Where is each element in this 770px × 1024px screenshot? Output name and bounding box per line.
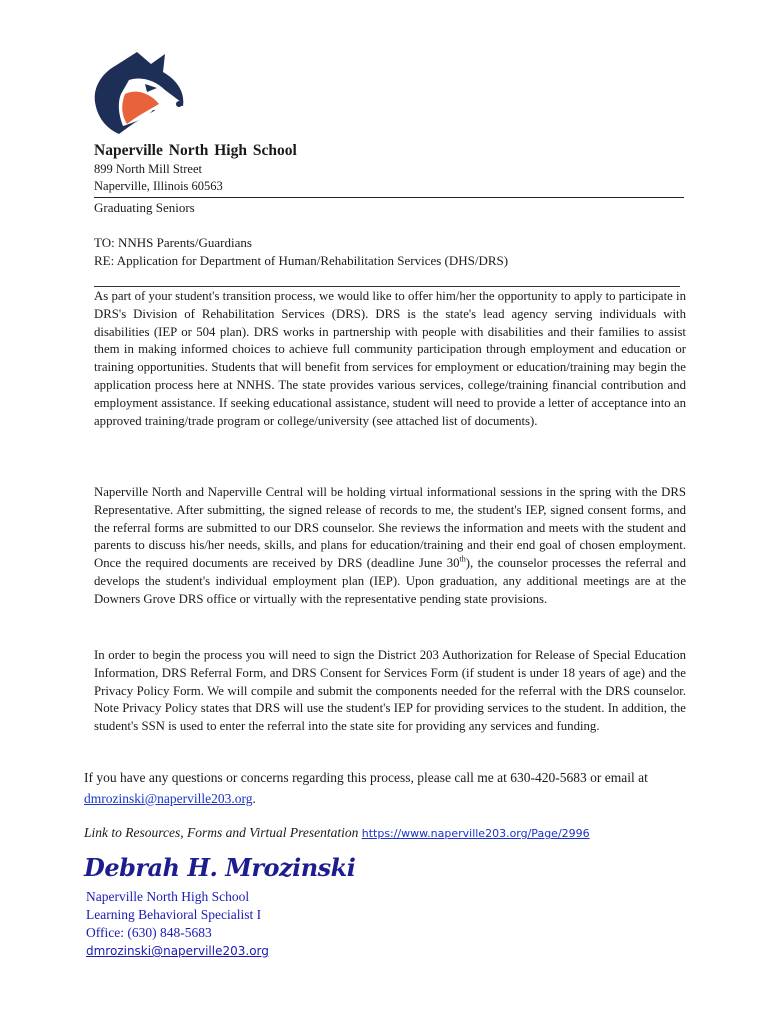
paragraph-3: In order to begin the process you will need to sign the District 203 Authorization for Release of Special Education Information, DRS Referral Form, and DRS Consent for Services Form (if student is under 18 years of age) and the Privacy Policy Form. We will compile and submit the components needed for the referral with the DRS counselor. Note Privacy Policy states that DRS will use the student's IEP for providing services to the student. In addition, the student's SSN is used to enter the referral into the state site for providing any services and funding. [94,648,686,734]
contact-period: . [252,790,256,806]
contact-email-link[interactable]: dmrozinski@naperville203.org [84,790,253,806]
husky-logo [93,50,189,136]
address-line-2: Naperville, Illinois 60563 [94,179,223,193]
signature-title: Learning Behavioral Specialist I [86,907,262,922]
contact-paragraph [84,768,684,809]
signature-block [86,888,269,960]
paragraph-2-part-2: ), the counselor processes the referral and develops the student's individual employment plan (IEP). Upon graduation, any additional meetings are at the Downers Grove DRS office or virtually with the representative pending state provisions. [94,556,686,606]
memo-divider [94,286,680,287]
paragraph-2-part-1: Naperville North and Naperville Central will be holding virtual informational sessions in the spring with the DRS Representative. After submitting, the signed release of records to me, the student's IEP, signed consent forms, and the referral forms are submitted to our DRS counselor. She reviews the information and meets with the student and parents to discuss his/her needs, skills, and plans for education/training and their end goal of chosen employment. Once the required documents are received by DRS (deadline June 30 [94,485,686,571]
to-line: TO: NNHS Parents/Guardians [94,235,252,250]
resources-link[interactable]: https://www.naperville203.org/Page/2996 [361,827,590,840]
date-superscript: th [459,554,466,564]
paragraph-1: As part of your student's transition process, we would like to offer him/her the opportunity to apply to participate in DRS's Division of Rehabilitation Services (DRS). DRS is the state's lead agency serving individuals with disabilities (IEP or 504 plan). DRS works in partnership with people with disabilities and their families to assist them in making informed choices to achieve full community participation through employment and education or training opportunities. Students that will benefit from services for employment or education/training may begin the application process here at NNHS. The state provides various services, college/training financial contribution and employment assistance. If seeking educational assistance, student will need to provide a letter of acceptance into an approved training/trade program or college/university (see attached list of documents). [94,289,686,428]
address-line-1: 899 North Mill Street [94,162,202,176]
paragraph-2 [94,484,686,609]
signature-phone: Office: (630) 848-5683 [86,925,212,940]
signature-email-link[interactable]: dmrozinski@naperville203.org [86,944,269,958]
subject-line: Graduating Seniors [94,200,195,215]
re-line: RE: Application for Department of Human/Rehabilitation Services (DHS/DRS) [94,253,509,268]
husky-nose [176,101,182,107]
resources-label: Link to Resources, Forms and Virtual Presentation [84,825,362,840]
school-name: Naperville North High School [94,142,297,159]
header-divider [94,197,684,198]
contact-text: If you have any questions or concerns regarding this process, please call me at 630-420-5683 or email at [84,770,648,785]
signature-school: Naperville North High School [86,889,250,904]
handwritten-signature: Debrah H. Mrozinski [84,853,356,882]
resources-line [84,825,590,841]
